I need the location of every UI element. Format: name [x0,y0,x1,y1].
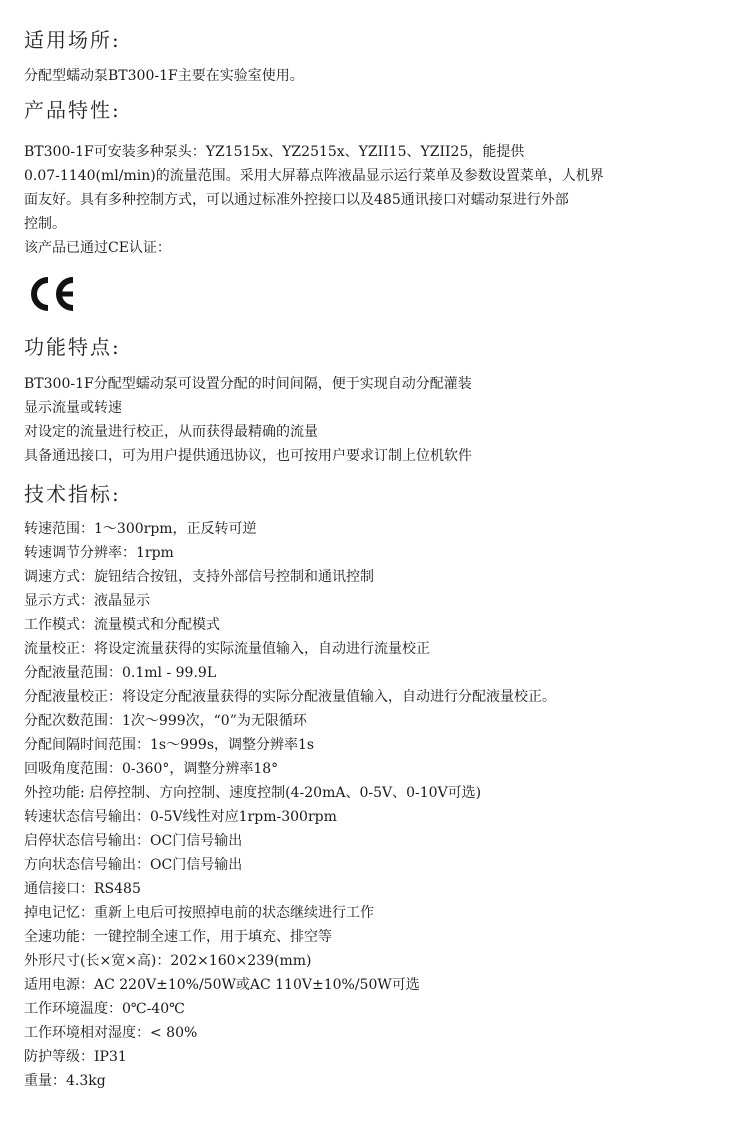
features-line: BT300-1F可安装多种泵头：YZ1515x、YZ2515x、YZII15、YZII25，能提供 [24,144,525,160]
features-line: 面友好。具有多种控制方式，可以通过标准外控接口以及485通讯接口对蠕动泵进行外部 [24,192,569,208]
spec-item: 调速方式：旋钮结合按钮，支持外部信号控制和通讯控制 [24,569,374,585]
spec-item: 防护等级：IP31 [24,1049,127,1065]
spec-item: 分配间隔时间范围：1s～999s，调整分辨率1s [24,737,315,753]
spec-item: 分配液量校正：将设定分配液量获得的实际分配液量值输入，自动进行分配液量校正。 [24,689,556,705]
spec-item: 分配次数范围：1次～999次，“0”为无限循环 [24,713,307,729]
spec-item: 外控功能: 启停控制、方向控制、速度控制(4-20mA、0-5V、0-10V可选) [24,785,482,801]
spec-item: 回吸角度范围：0-360°，调整分辨率18° [24,761,279,777]
functions-list [24,372,730,468]
specs-list [24,517,730,1093]
spec-item: 分配液量范围：0.1ml - 99.9L [24,665,217,681]
spec-item: 流量校正：将设定流量获得的实际流量值输入，自动进行流量校正 [24,641,430,657]
functions-item: BT300-1F分配型蠕动泵可设置分配的时间间隔，便于实现自动分配灌装 [24,376,472,392]
functions-item: 对设定的流量进行校正，从而获得最精确的流量 [24,424,318,440]
functions-item: 具备通迅接口，可为用户提供通迅协议，也可按用户要求订制上位机软件 [24,448,472,464]
ce-mark-logo [26,274,78,314]
specs-title: 技术指标: [24,482,121,506]
spec-item: 转速调节分辨率：1rpm [24,545,174,561]
ce-certification-text: 该产品已通过CE认证： [24,240,171,256]
spec-item: 方向状态信号输出：OC门信号输出 [24,857,243,873]
spec-item: 掉电记忆：重新上电后可按照掉电前的状态继续进行工作 [24,905,374,921]
spec-item: 工作模式：流量模式和分配模式 [24,617,220,633]
features-line: 控制。 [24,216,66,232]
spec-item: 重量：4.3kg [24,1073,106,1089]
spec-item: 显示方式：液晶显示 [24,593,150,609]
application-text: 分配型蠕动泵BT300-1F主要在实验室使用。 [24,68,304,84]
spec-item: 转速范围：1～300rpm，正反转可逆 [24,521,257,537]
spec-item: 适用电源：AC 220V±10%/50W或AC 110V±10%/50W可选 [24,977,420,993]
spec-item: 工作环境温度：0℃-40℃ [24,1001,185,1017]
features-title: 产品特性: [24,98,121,122]
application-title: 适用场所: [24,28,121,52]
spec-item: 启停状态信号输出：OC门信号输出 [24,833,243,849]
functions-item: 显示流量或转速 [24,400,122,416]
functions-title: 功能特点: [24,335,121,359]
spec-item: 外形尺寸(长×宽×高)：202×160×239(mm) [24,953,312,969]
features-body [24,140,730,260]
spec-item: 通信接口：RS485 [24,881,141,897]
spec-item: 工作环境相对湿度：< 80% [24,1025,198,1041]
spec-item: 转速状态信号输出：0-5V线性对应1rpm-300rpm [24,809,337,825]
features-line: 0.07-1140(ml/min)的流量范围。采用大屏幕点阵液晶显示运行菜单及参数设置菜单，人机界 [24,168,604,184]
spec-item: 全速功能：一键控制全速工作，用于填充、排空等 [24,929,332,945]
